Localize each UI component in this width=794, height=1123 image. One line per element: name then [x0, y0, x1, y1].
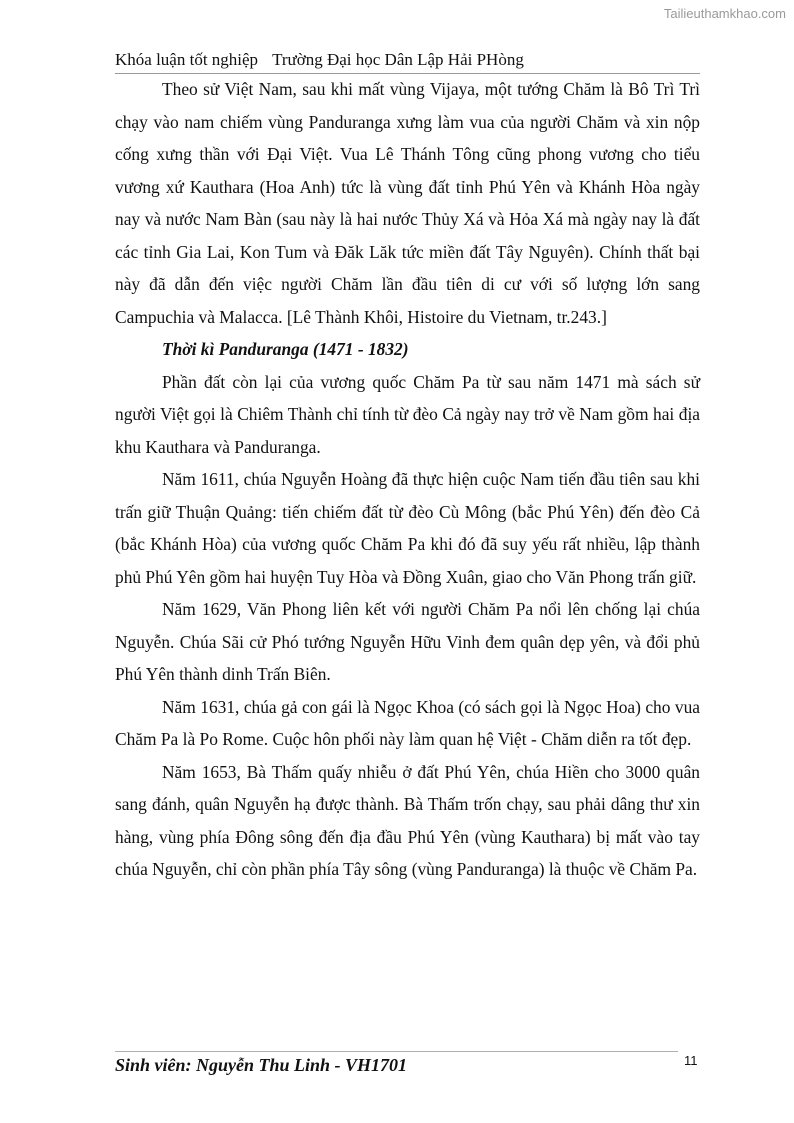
body-paragraph: Năm 1611, chúa Nguyễn Hoàng đã thực hiện cuộc Nam tiến đầu tiên sau khi trấn giữ Thuận Quảng: tiến chiếm đất từ đèo Cù Mông (bắc Phú Yên) đến đèo Cả (bắc Khánh Hòa) của vương quốc Chăm Pa khi đó đã suy yếu rất nhiều, lập thành phủ Phú Yên gồm hai huyện Tuy Hòa và Đồng Xuân, giao cho Văn Phong trấn giữ.: [115, 469, 700, 587]
footer-divider: [115, 1051, 678, 1052]
footer-student: Sinh viên: Nguyễn Thu Linh - VH1701: [115, 1055, 408, 1075]
page-body: [115, 73, 700, 886]
body-paragraph: Phần đất còn lại của vương quốc Chăm Pa từ sau năm 1471 mà sách sử người Việt gọi là Chiêm Thành chỉ tính từ đèo Cả ngày nay trở về Nam gồm hai địa khu Kauthara và Panduranga.: [115, 371, 700, 457]
page-number: 11: [684, 1053, 698, 1068]
body-paragraph: Năm 1629, Văn Phong liên kết với người Chăm Pa nổi lên chống lại chúa Nguyễn. Chúa Sãi cử Phó tướng Nguyễn Hữu Vinh đem quân dẹp yên, và đổi phủ Phú Yên thành dinh Trấn Biên.: [115, 599, 700, 684]
section-title: Thời kì Panduranga (1471 - 1832): [162, 339, 409, 359]
watermark: Tailieuthamkhao.com: [663, 6, 786, 21]
body-paragraph: Năm 1631, chúa gả con gái là Ngọc Khoa (có sách gọi là Ngọc Hoa) cho vua Chăm Pa là Po Rome. Cuộc hôn phối này làm quan hệ Việt - Chăm diễn ra tốt đẹp.: [115, 696, 700, 749]
body-paragraph: Năm 1653, Bà Thấm quấy nhiễu ở đất Phú Yên, chúa Hiền cho 3000 quân sang đánh, quân Nguyễn hạ được thành. Bà Thấm trốn chạy, sau phải dâng thư xin hàng, vùng phía Đông sông đến địa đầu Phú Yên (vùng Kauthara) bị mất vào tay chúa Nguyễn, chỉ còn phần phía Tây sông (vùng Panduranga) là thuộc về Chăm Pa.: [115, 761, 700, 879]
header-thesis: Khóa luận tốt nghiệp: [115, 50, 259, 69]
header-university: Trường Đại học Dân Lập Hải PHòng: [272, 50, 524, 69]
body-paragraph: Theo sử Việt Nam, sau khi mất vùng Vijaya, một tướng Chăm là Bô Trì Trì chạy vào nam chiếm vùng Panduranga xưng làm vua của người Chăm và xin nộp cống xưng thần với Đại Việt. Vua Lê Thánh Tông cũng phong vương cho tiểu vương xứ Kauthara (Hoa Anh) tức là vùng đất tỉnh Phú Yên và Khánh Hòa ngày nay và nước Nam Bàn (sau này là hai nước Thủy Xá và Hỏa Xá mà ngày nay là đất các tỉnh Gia Lai, Kon Tum và Đăk Lăk tức miền đất Tây Nguyên). Chính thất bại này đã dẫn đến việc người Chăm lần đầu tiên di cư với số lượng lớn sang Campuchia và Malacca. [Lê Thành Khôi, Histoire du Vietnam, tr.243.]: [115, 79, 700, 327]
page-header: [115, 49, 700, 74]
